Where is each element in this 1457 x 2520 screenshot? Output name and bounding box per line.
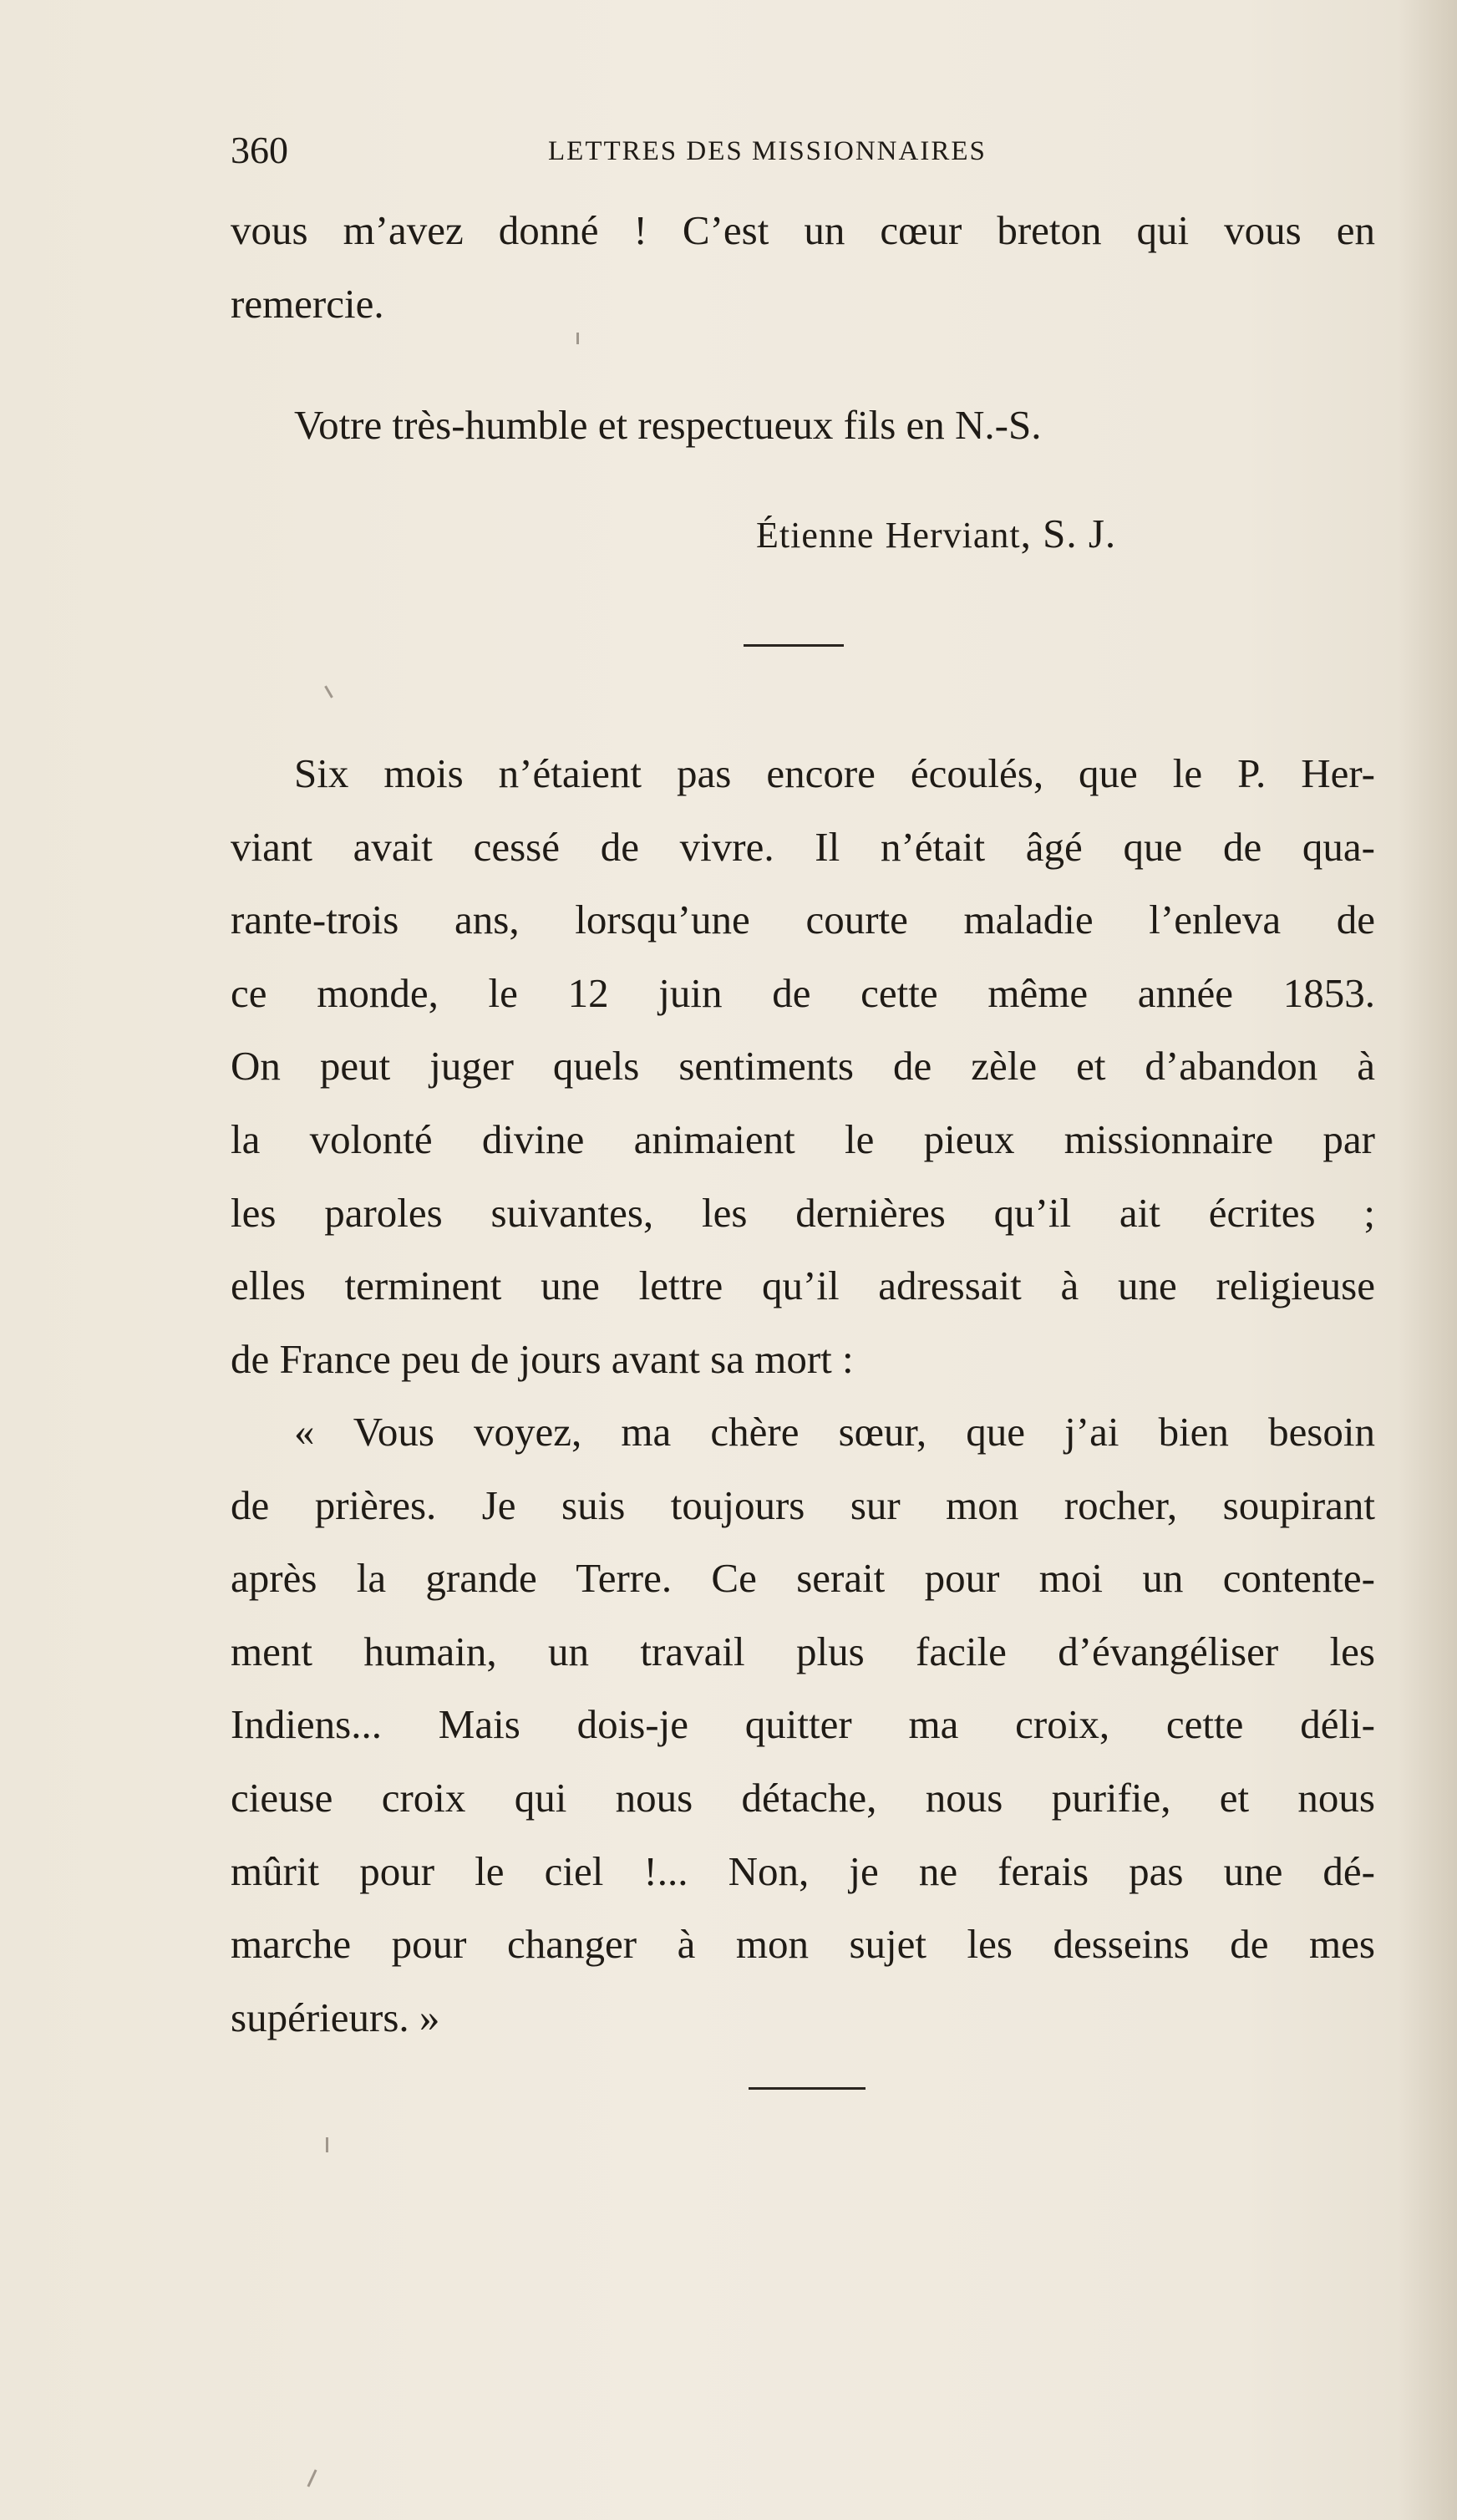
paper-speck [324, 685, 333, 698]
end-divider [749, 2087, 866, 2090]
text-line: ce monde, le 12 juin de cette même année 1853. [231, 969, 1375, 1016]
signature-suffix: , S. J. [1020, 511, 1117, 556]
text-line: après la grande Terre. Ce serait pour moi un contente- [231, 1555, 1375, 1602]
text-line: elles terminent une lettre qu’il adressait à une religieuse [231, 1263, 1375, 1309]
text-line: vous m’avez donné ! C’est un cœur breton qui vous en [231, 207, 1375, 253]
signature-last-name: Herviant [885, 515, 1021, 556]
text-line: rante-trois ans, lorsqu’une courte maladie l’enleva de [231, 897, 1375, 943]
page-header [231, 125, 1375, 175]
signature [756, 497, 1116, 572]
text-line: remercie. [231, 280, 384, 327]
opening-text [231, 194, 1375, 340]
text-line: marche pour changer à mon sujet les desseins de mes [231, 1921, 1375, 1968]
paper-speck [307, 2469, 317, 2487]
text-line: mûrit pour le ciel !... Non, je ne ferais pas une dé- [231, 1847, 1375, 1894]
signature-first-name: Étienne [756, 515, 875, 556]
running-title: LETTRES DES MISSIONNAIRES [548, 136, 987, 166]
text-line: Six mois n’étaient pas encore écoulés, que le P. Her- [294, 750, 1375, 796]
text-line: On peut juger quels sentiments de zèle et d’abandon à [231, 1043, 1375, 1090]
paper-speck [326, 2137, 328, 2152]
page-edge-shadow [1399, 0, 1457, 2520]
text-line: cieuse croix qui nous détache, nous purifie, et nous [231, 1774, 1375, 1821]
text-line: de prières. Je suis toujours sur mon rocher, soupirant [231, 1481, 1375, 1528]
section-divider [744, 644, 844, 647]
text-line: viant avait cessé de vivre. Il n’était âgé que de qua- [231, 823, 1375, 870]
text-line: ment humain, un travail plus facile d’évangéliser les [231, 1628, 1375, 1674]
text-line: « Vous voyez, ma chère sœur, que j’ai bien besoin [294, 1409, 1375, 1455]
main-paragraph [231, 737, 1375, 1395]
text-line: supérieurs. » [231, 1994, 440, 2040]
closing-formula: Votre très-humble et respectueux fils en N.-S. [294, 402, 1042, 448]
text-line: Indiens... Mais dois-je quitter ma croix, cette déli- [231, 1701, 1375, 1748]
text-line: la volonté divine animaient le pieux missionnaire par [231, 1115, 1375, 1162]
quoted-letter [231, 1395, 1375, 2054]
page-number: 360 [231, 129, 288, 171]
text-line: les paroles suivantes, les dernières qu’il ait écrites ; [231, 1189, 1375, 1236]
paper-speck [576, 333, 579, 344]
text-line: de France peu de jours avant sa mort : [231, 1335, 854, 1382]
